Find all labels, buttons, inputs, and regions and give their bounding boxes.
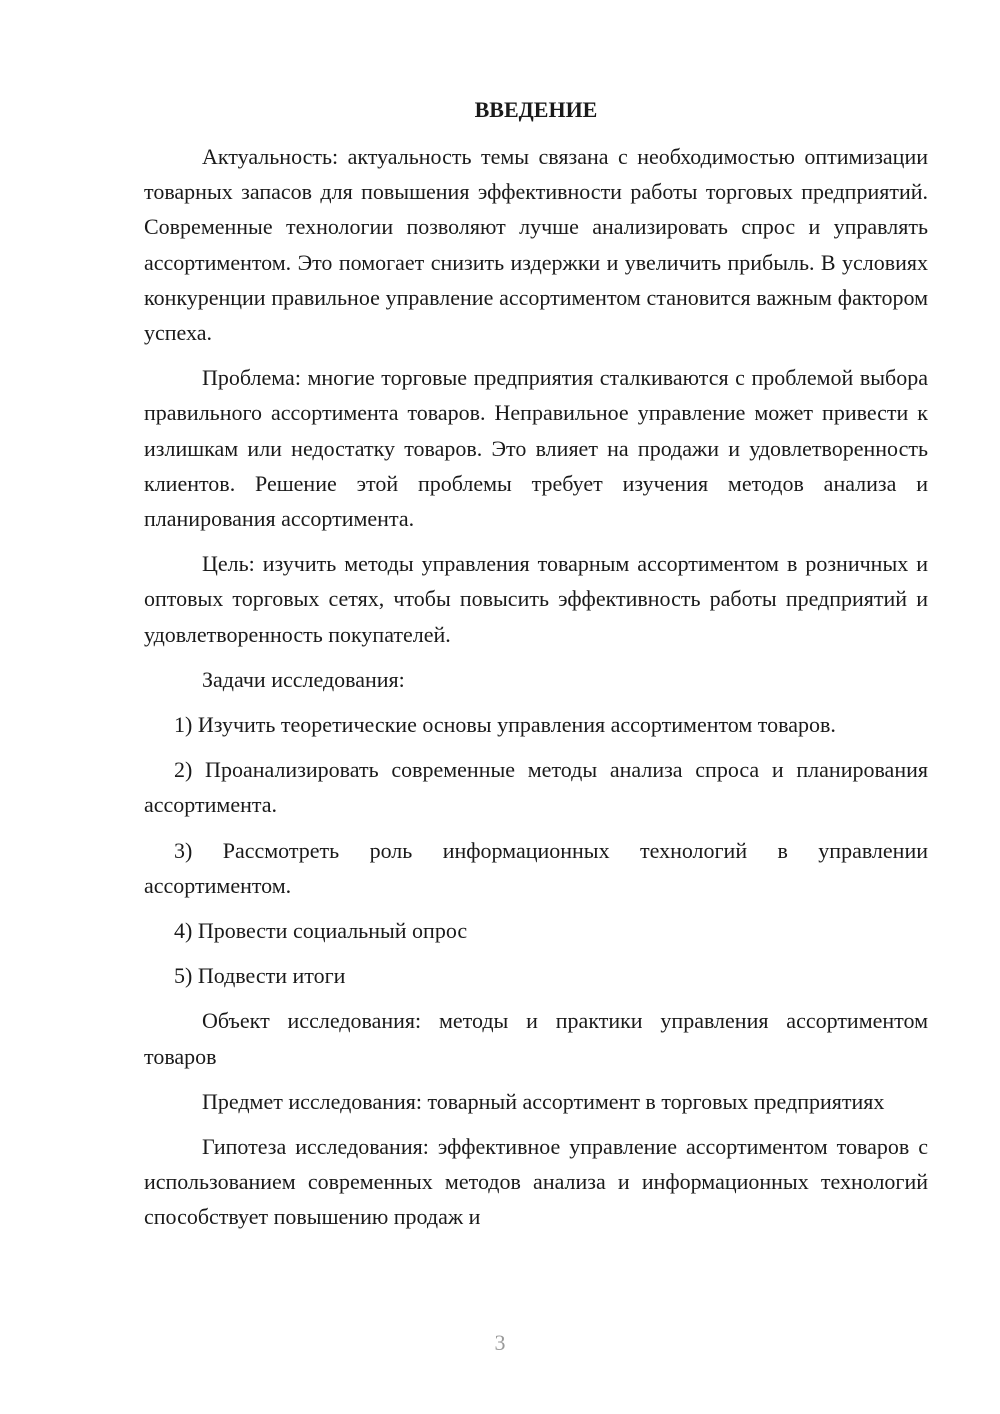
task-item-3: 3) Рассмотреть роль информационных технологий в управлении ассортиментом. [144,837,928,898]
task-item-1: 1) Изучить теоретические основы управления ассортиментом товаров. [174,712,836,738]
task-item-2: 2) Проанализировать современные методы анализа спроса и планирования ассортимента. [144,757,928,818]
task-item-4: 4) Провести социальный опрос [174,918,468,944]
paragraph-hypothesis: Гипотеза исследования: эффективное управление ассортиментом товаров с использованием современных методов анализа и информационных технологий способствует повышению продаж и [144,1134,928,1230]
task-item-5: 5) Подвести итоги [174,963,346,989]
paragraph-tasks-title: Задачи исследования: [202,666,405,692]
paragraph-object: Объект исследования: методы и практики управления ассортиментом товаров [144,1008,928,1069]
paragraph-goal: Цель: изучить методы управления товарным ассортиментом в розничных и оптовых торговых сетях, чтобы повысить эффективность работы предприятий и удовлетворенность покупателей. [144,551,928,647]
paragraph-problem: Проблема: многие торговые предприятия сталкиваются с проблемой выбора правильного ассортимента товаров. Неправильное управление может привести к излишкам или недостатку товаров. Это влияет на продажи и удовлетворенность клиентов. Решение этой проблемы требует изучения методов анализа и планирования ассортимента. [144,365,928,532]
section-heading: ВВЕДЕНИЕ [474,97,598,122]
page-content [144,92,928,1245]
paragraph-relevance: Актуальность: актуальность темы связана с необходимостью оптимизации товарных запасов для повышения эффективности работы торговых предприятий. Современные технологии позволяют лучше анализировать спрос и управлять ассортиментом. Это помогает снизить издержки и увеличить прибыль. В условиях конкуренции правильное управление ассортиментом становится важным фактором успеха. [144,144,928,346]
paragraph-subject: Предмет исследования: товарный ассортимент в торговых предприятиях [202,1088,885,1114]
page-number: 3 [494,1330,506,1355]
